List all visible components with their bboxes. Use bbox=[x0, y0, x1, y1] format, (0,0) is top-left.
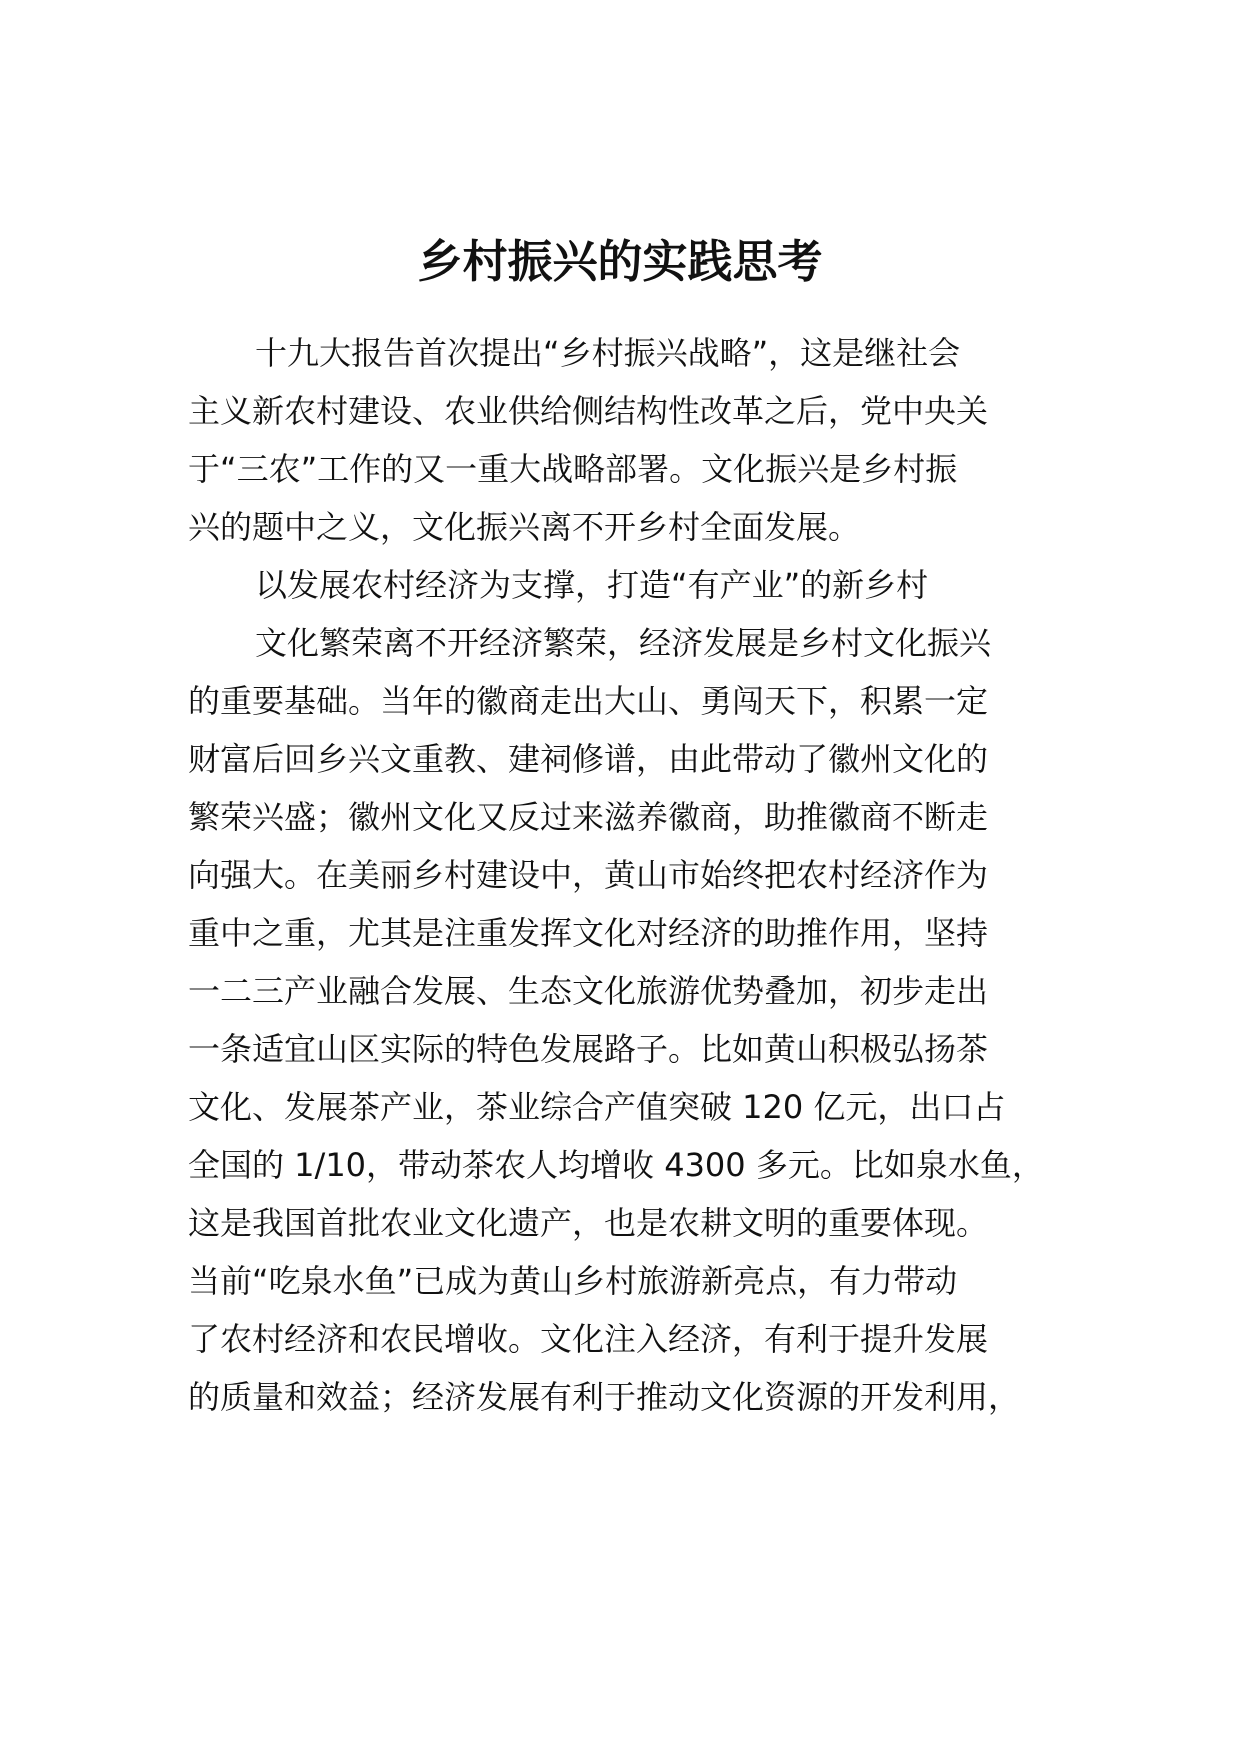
text-line: 文化、发展茶产业，茶业综合产值突破 120 亿元，出口占 bbox=[188, 1088, 1006, 1126]
text-line: 主义新农村建设、农业供给侧结构性改革之后，党中央关 bbox=[188, 392, 989, 430]
text-line: 文化繁荣离不开经济繁荣，经济发展是乡村文化振兴 bbox=[255, 624, 992, 662]
text-line: 了农村经济和农民增收。文化注入经济，有利于提升发展 bbox=[188, 1320, 989, 1358]
text-line: 兴的题中之义，文化振兴离不开乡村全面发展。 bbox=[188, 508, 861, 546]
text-line: 一条适宜山区实际的特色发展路子。比如黄山积极弘扬茶 bbox=[188, 1030, 989, 1068]
text-line: 重中之重，尤其是注重发挥文化对经济的助推作用，坚持 bbox=[188, 914, 989, 952]
text-line: 全国的 1/10，带动茶农人均增收 4300 多元。比如泉水鱼， bbox=[188, 1146, 1044, 1184]
text-line: 的质量和效益；经济发展有利于推动文化资源的开发利用， bbox=[188, 1378, 1021, 1416]
text-line: 一二三产业融合发展、生态文化旅游优势叠加，初步走出 bbox=[188, 972, 989, 1010]
text-line: 于“三农”工作的又一重大战略部署。文化振兴是乡村振 bbox=[188, 450, 958, 488]
text-line: 的重要基础。当年的徽商走出大山、勇闯天下，积累一定 bbox=[188, 682, 989, 720]
text-line: 繁荣兴盛；徽州文化又反过来滋养徽商，助推徽商不断走 bbox=[188, 798, 989, 836]
text-line: 当前“吃泉水鱼”已成为黄山乡村旅游新亮点，有力带动 bbox=[188, 1262, 958, 1300]
text-line: 十九大报告首次提出“乡村振兴战略”，这是继社会 bbox=[255, 334, 961, 372]
text-line: 向强大。在美丽乡村建设中，黄山市始终把农村经济作为 bbox=[188, 856, 989, 894]
document-title: 乡村振兴的实践思考 bbox=[417, 235, 823, 288]
section-heading: 以发展农村经济为支撑，打造“有产业”的新乡村 bbox=[255, 566, 929, 604]
text-line: 财富后回乡兴文重教、建祠修谱，由此带动了徽州文化的 bbox=[188, 740, 989, 778]
text-line: 这是我国首批农业文化遗产，也是农耕文明的重要体现。 bbox=[188, 1204, 989, 1242]
